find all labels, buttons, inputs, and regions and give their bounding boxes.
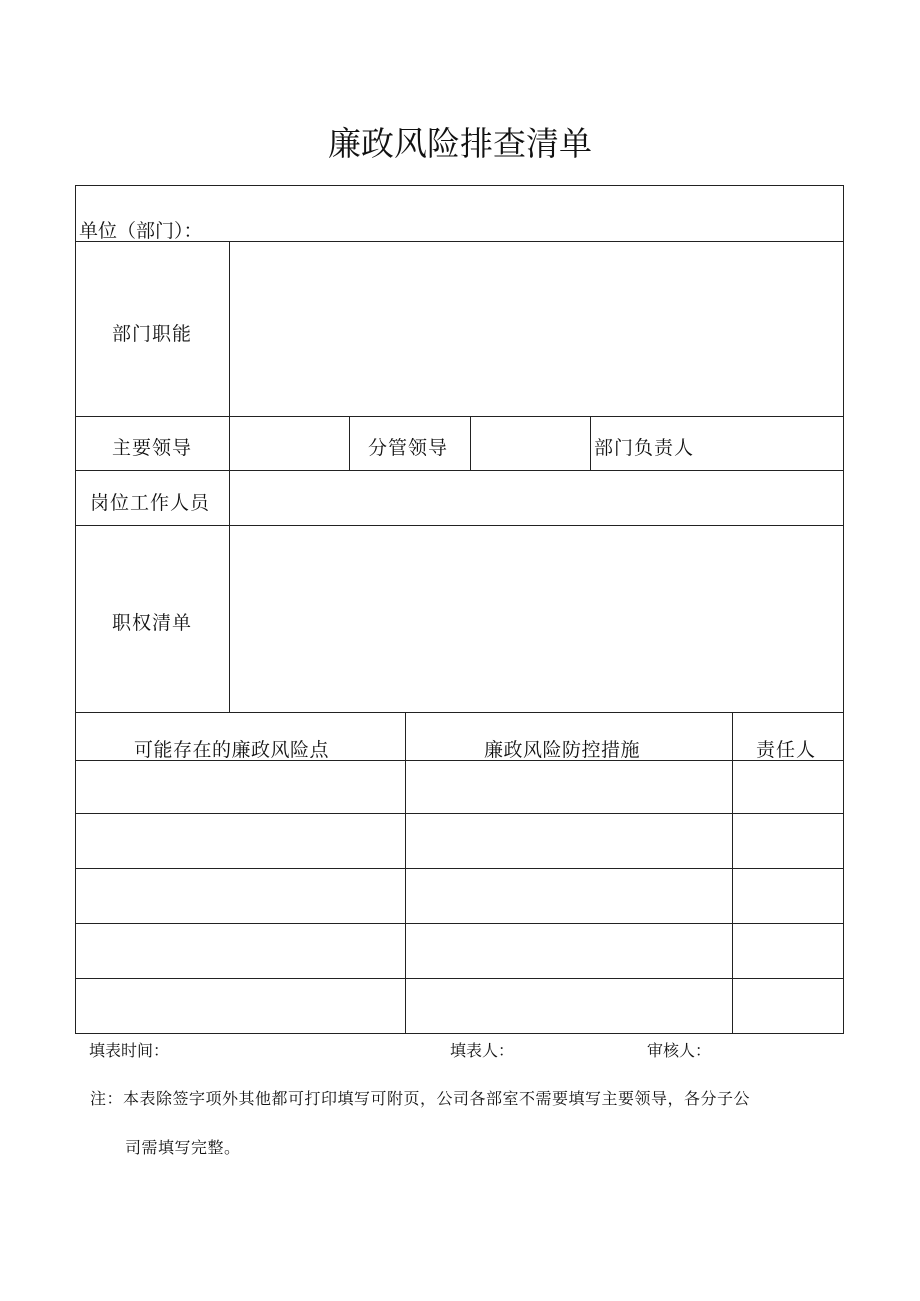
risk-point-cell[interactable]: [76, 924, 405, 978]
risk-responsible-cell[interactable]: [733, 814, 843, 868]
risk-header-responsible: 责任人: [756, 739, 817, 761]
main-leader-input[interactable]: [230, 417, 349, 470]
risk-measure-cell[interactable]: [406, 869, 732, 923]
risk-measure-cell[interactable]: [406, 979, 732, 1033]
risk-measure-cell[interactable]: [406, 814, 732, 868]
unit-label: 单位（部门）：: [79, 220, 203, 242]
note-line-1: 注：本表除签字项外其他都可打印填写可附页，公司各部室不需要填写主要领导，各分子公: [90, 1089, 751, 1108]
risk-measure-cell[interactable]: [406, 761, 732, 813]
risk-check-form: [75, 185, 844, 1034]
fill-time-label: 填表时间：: [89, 1041, 170, 1060]
supervising-leader-input[interactable]: [471, 417, 590, 470]
col-divider: [590, 416, 591, 470]
risk-point-cell[interactable]: [76, 979, 405, 1033]
risk-responsible-cell[interactable]: [733, 979, 843, 1033]
risk-responsible-cell[interactable]: [733, 761, 843, 813]
staff-input[interactable]: [230, 471, 843, 525]
authority-list-label: 职权清单: [112, 612, 193, 634]
dept-head-input[interactable]: [716, 417, 843, 470]
page-title: 廉政风险排查清单: [328, 124, 592, 163]
col-divider: [349, 416, 350, 470]
risk-measure-cell[interactable]: [406, 924, 732, 978]
authority-list-input[interactable]: [230, 526, 843, 712]
dept-head-label: 部门负责人: [594, 437, 695, 459]
risk-responsible-cell[interactable]: [733, 924, 843, 978]
dept-function-input[interactable]: [230, 242, 843, 416]
staff-label: 岗位工作人员: [90, 492, 211, 514]
risk-header-risk-points: 可能存在的廉政风险点: [134, 739, 330, 761]
risk-point-cell[interactable]: [76, 814, 405, 868]
reviewer-label: 审核人：: [647, 1041, 712, 1060]
dept-function-label: 部门职能: [112, 323, 193, 345]
main-leader-label: 主要领导: [112, 437, 193, 459]
risk-point-cell[interactable]: [76, 869, 405, 923]
risk-responsible-cell[interactable]: [733, 869, 843, 923]
unit-input[interactable]: [226, 186, 843, 241]
risk-header-measures: 廉政风险防控措施: [484, 739, 641, 761]
supervising-leader-label: 分管领导: [368, 437, 449, 459]
row-divider: [76, 712, 843, 713]
risk-point-cell[interactable]: [76, 761, 405, 813]
note-line-2: 司需填写完整。: [125, 1138, 241, 1157]
filler-label: 填表人：: [450, 1041, 515, 1060]
